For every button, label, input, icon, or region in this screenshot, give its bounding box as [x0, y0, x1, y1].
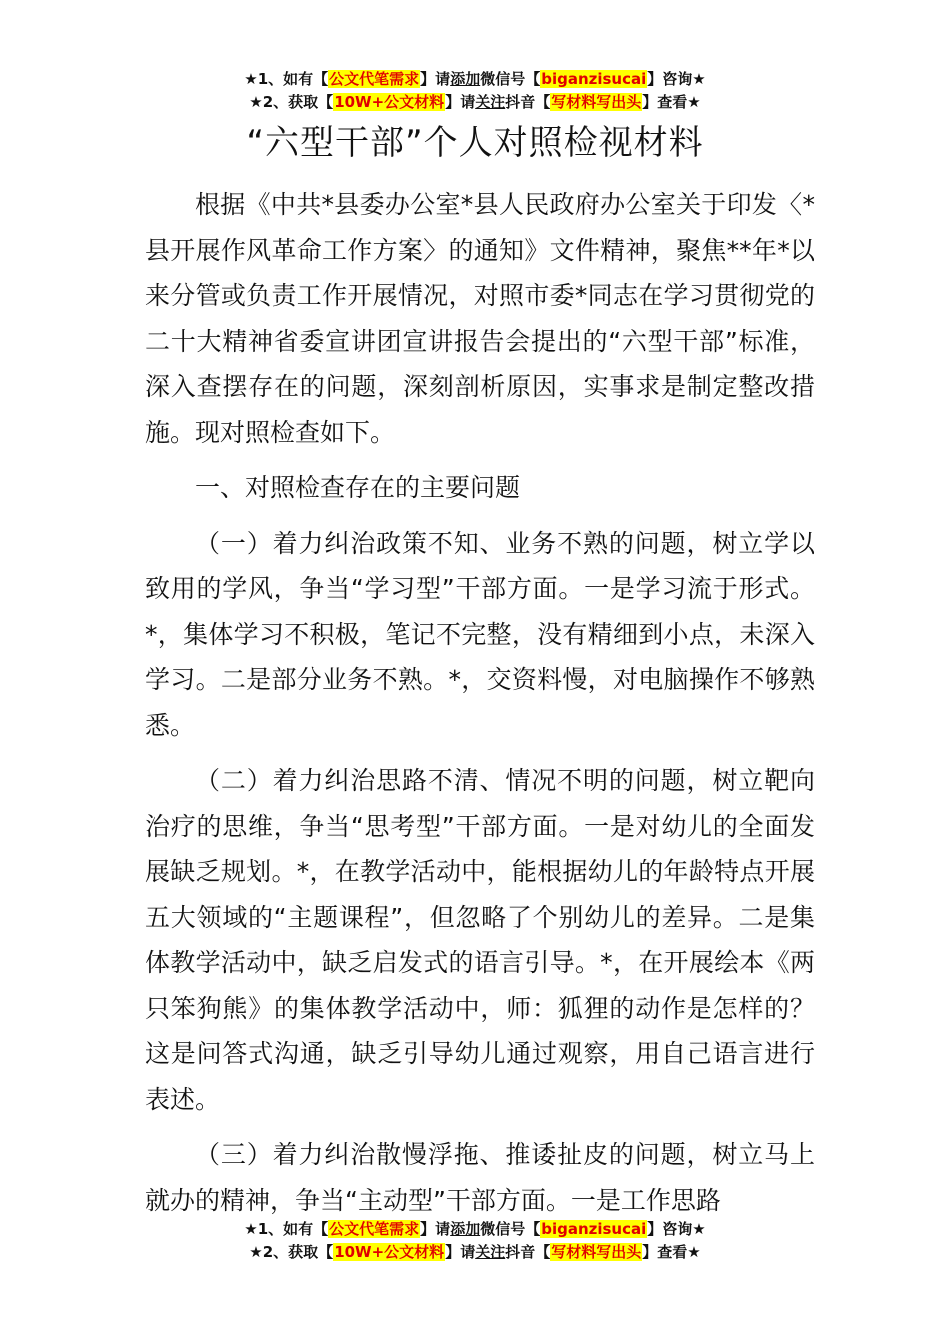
banner-text: 】查看★: [642, 1243, 701, 1261]
banner-highlight: 公文代笔需求: [329, 70, 420, 88]
section-heading: 一、对照检查存在的主要问题: [195, 473, 521, 502]
banner-line-1: [0, 1218, 950, 1241]
banner-underline: 关注: [475, 1243, 506, 1261]
banner-text: 】咨询★: [647, 1220, 706, 1238]
banner-highlight: 10W+公文材料: [334, 93, 445, 111]
banner-text: 】请: [420, 1220, 451, 1238]
banner-highlight: 写材料写出头: [551, 1243, 642, 1261]
banner-line-1: [0, 68, 950, 91]
banner-highlight: biganzisucai: [541, 1220, 647, 1238]
banner-line-2: [0, 1241, 950, 1264]
banner-underline: 关注: [475, 93, 506, 111]
paragraph-item-1: （一）着力纠治政策不知、业务不熟的问题，树立学以致用的学风，争当“学习型”干部方面。一是学习流于形式。*，集体学习不积极，笔记不完整，没有精细到小点，未深入学习。二是部分业务不熟。*，交资料慢，对电脑操作不够熟悉。: [145, 528, 815, 740]
banner-text: 】查看★: [642, 93, 701, 111]
banner-text: 微信号【: [480, 70, 541, 88]
banner-highlight: 公文代笔需求: [329, 1220, 420, 1238]
header-banner: [0, 68, 950, 114]
banner-text: 】咨询★: [647, 70, 706, 88]
paragraph-intro: 根据《中共*县委办公室*县人民政府办公室关于印发〈*县开展作风革命工作方案〉的通知》文件精神，聚焦**年*以来分管或负责工作开展情况，对照市委*同志在学习贯彻党的二十大精神省委宣讲团宣讲报告会提出的“六型干部”标准，深入查摆存在的问题，深刻剖析原因，实事求是制定整改措施。现对照检查如下。: [145, 190, 815, 447]
banner-text: ★2、获取【: [249, 1243, 334, 1261]
banner-highlight: 写材料写出头: [551, 93, 642, 111]
banner-text: 微信号【: [480, 1220, 541, 1238]
banner-highlight: biganzisucai: [541, 70, 647, 88]
banner-text: 抖音【: [505, 93, 551, 111]
banner-underline: 添加: [450, 1220, 481, 1238]
banner-text: 】请: [445, 1243, 476, 1261]
banner-text: ★2、获取【: [249, 93, 334, 111]
banner-text: ★1、如有【: [244, 70, 329, 88]
banner-highlight: 10W+公文材料: [334, 1243, 445, 1261]
banner-line-2: [0, 91, 950, 114]
paragraph-item-2: （二）着力纠治思路不清、情况不明的问题，树立靶向治疗的思维，争当“思考型”干部方面。一是对幼儿的全面发展缺乏规划。*，在教学活动中，能根据幼儿的年龄特点开展五大领域的“主题课程”，但忽略了个别幼儿的差异。二是集体教学活动中，缺乏启发式的语言引导。*，在开展绘本《两只笨狗熊》的集体教学活动中，师：狐狸的动作是怎样的？这是问答式沟通，缺乏引导幼儿通过观察，用自己语言进行表述。: [145, 766, 815, 1114]
footer-banner: [0, 1218, 950, 1264]
document-title: “六型干部”个人对照检视材料: [246, 123, 704, 163]
banner-text: 抖音【: [505, 1243, 551, 1261]
banner-text: ★1、如有【: [244, 1220, 329, 1238]
banner-underline: 添加: [450, 70, 481, 88]
paragraph-item-3: （三）着力纠治散慢浮拖、推诿扯皮的问题，树立马上就办的精神，争当“主动型”干部方面。一是工作思路: [145, 1140, 815, 1215]
banner-text: 】请: [420, 70, 451, 88]
document-body: [145, 182, 815, 1233]
banner-text: 】请: [445, 93, 476, 111]
